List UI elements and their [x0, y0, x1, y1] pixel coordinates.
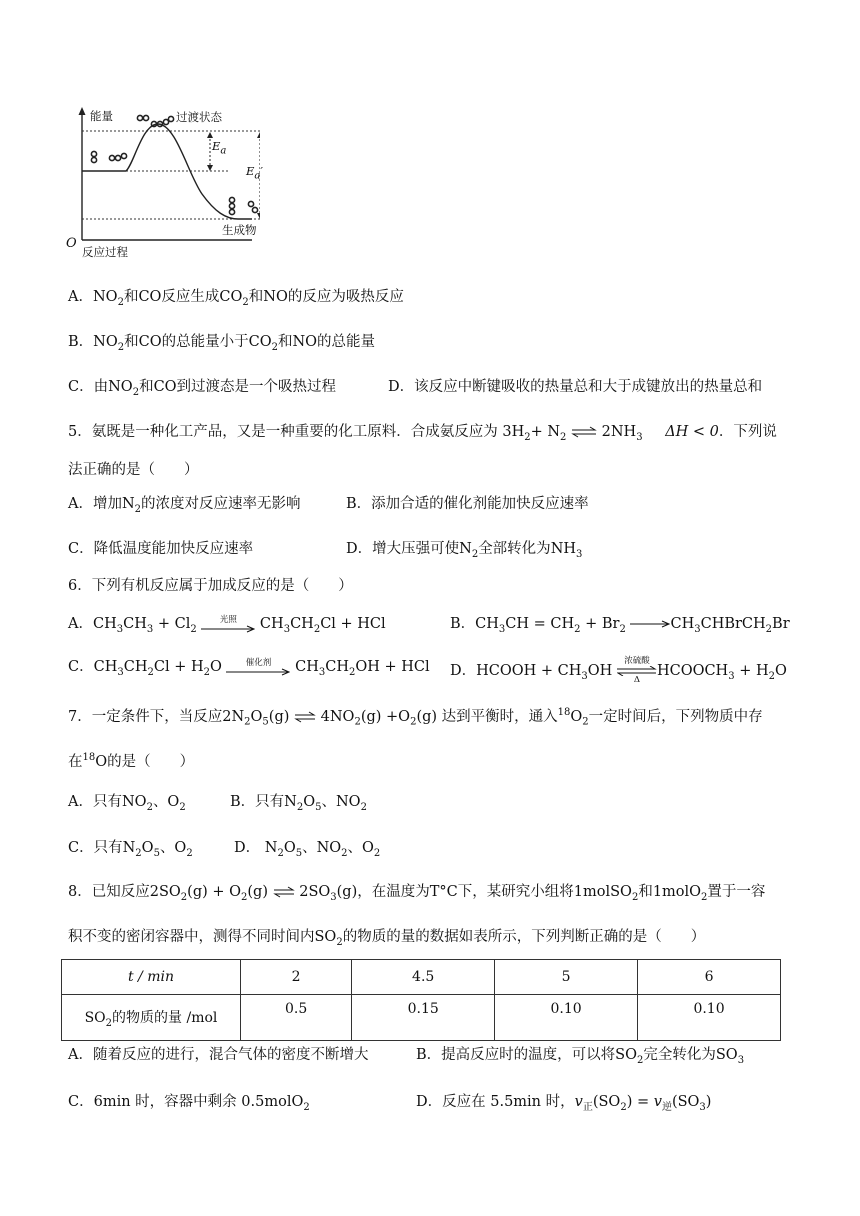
product-molecules-icon: [229, 197, 257, 214]
q4-option-a[interactable]: A．$NO_2$和CO反应生成$CO_2$和NO的反应为吸热反应: [68, 289, 404, 308]
condition-arrow-c: 催化剂: [226, 659, 290, 676]
reaction-arrow-icon: [630, 620, 670, 628]
q6-option-d[interactable]: D．HCOOH + $CH_3OH$ 浓硫酸 Δ $HCOOCH_3 + H_2O$: [450, 656, 787, 685]
q7-option-a[interactable]: A．只有$NO_2$、$O_2$: [68, 794, 186, 813]
q4-option-c[interactable]: C．由$NO_2$和CO到过渡态是一个吸热过程: [68, 379, 337, 398]
q7-option-b[interactable]: B．只有$N_2O_5$、$NO_2$: [230, 794, 367, 813]
y-axis-arrow: [79, 107, 86, 115]
q5-option-b[interactable]: B．添加合适的催化剂能加快反应速率: [346, 496, 589, 512]
q7-stem-line2: 在$^{18}$O的是（ ）: [68, 752, 195, 770]
equilibrium-arrow-icon: [273, 886, 295, 898]
table-cell: 5: [495, 960, 638, 995]
ea-arrow-head-down: [207, 165, 213, 171]
equilibrium-condition-arrow-d: 浓硫酸 Δ: [617, 657, 657, 685]
condition-arrow-a: 光照: [201, 616, 255, 633]
q4-option-b[interactable]: B．$NO_2$和CO的总能量小于$CO_2$和NO的总能量: [68, 334, 376, 353]
q6-option-b[interactable]: B．$CH_3CH = CH_2 + Br_2$ $CH_3CHBrCH_2Br$: [450, 616, 790, 635]
product-label: 生成物: [222, 223, 257, 237]
q8-stem-line2: 积不变的密闭容器中，测得不同时间内$SO_2$的物质的量的数据如表所示，下列判断正确的是（ ）: [68, 929, 706, 948]
table-header-time: t / min: [62, 960, 241, 995]
q6-stem: 6．下列有机反应属于加成反应的是（ ）: [68, 578, 353, 594]
table-cell: 0.5: [241, 995, 352, 1041]
ea-arrow-head-up: [207, 132, 213, 138]
equilibrium-arrow-icon: [571, 426, 597, 438]
q7-stem-line1: 7．一定条件下，当反应$2N_2O_5(g)$ $4NO_2(g) +O_2(g)$ 达到平衡时，通入$^{18}O_2$一定时间后，下列物质中存: [68, 707, 763, 728]
q8-option-b[interactable]: B．提高反应时的温度，可以将$SO_2$完全转化为$SO_3$: [416, 1047, 745, 1066]
table-header-amount: $SO_2$的物质的量 /mol: [62, 995, 241, 1041]
table-row: [62, 960, 781, 995]
q8-option-c[interactable]: C．6min 时，容器中剩余 0.5molO$_2$: [68, 1094, 310, 1113]
energy-diagram-svg: [60, 104, 260, 264]
energy-diagram: [60, 104, 263, 264]
q8-stem-line1: 8．已知反应$2SO_2(g) + O_2(g)$ $2SO_3(g)$，在温度为T°C下，某研究小组将1molSO$_2$和1molO$_2$置于一容: [68, 884, 766, 903]
table-cell: 4.5: [352, 960, 495, 995]
equilibrium-arrow-icon: [294, 711, 316, 723]
transition-state-label: 过渡状态: [176, 110, 222, 124]
ea-prime-arrow-head-down: [257, 213, 260, 219]
q5-stem-line1: 5．氨既是一种化工产品，又是一种重要的化工原料．合成氨反应为 $3H_2+ N_2$ $2NH_3$ ΔH < 0．下列说: [68, 424, 777, 443]
table-cell: 0.10: [638, 995, 781, 1041]
q5-option-a[interactable]: A．增加$N_2$的浓度对反应速率无影响: [68, 496, 301, 515]
q8-option-a[interactable]: A．随着反应的进行，混合气体的密度不断增大: [68, 1047, 369, 1063]
table-cell: 0.10: [495, 995, 638, 1041]
q5-equation: $3H_2+ N_2$ $2NH_3$: [502, 424, 643, 443]
ea-prime-arrow-head-up: [257, 132, 260, 138]
q7-option-d[interactable]: D． $N_2O_5$、$NO_2$、$O_2$: [234, 840, 381, 859]
q5-option-c[interactable]: C．降低温度能加快反应速率: [68, 541, 254, 557]
table-row: [62, 995, 781, 1041]
q5-stem-line2: 法正确的是（ ）: [68, 462, 199, 478]
q8-option-d[interactable]: D．反应在 5.5min 时，$v_正(SO_2) = v_逆(SO_3)$: [416, 1094, 712, 1113]
reactant-molecules-icon: [91, 151, 126, 162]
q5-delta-h: ΔH < 0: [665, 424, 719, 440]
q4-option-d[interactable]: D．该反应中断键吸收的热量总和大于成键放出的热量总和: [388, 379, 763, 395]
y-axis-label: 能量: [90, 109, 113, 123]
table-cell: 2: [241, 960, 352, 995]
x-axis-label: 反应过程: [82, 245, 128, 259]
q5-option-d[interactable]: D．增大压强可使$N_2$全部转化为$NH_3$: [346, 541, 583, 560]
ea-label: $E_a$: [212, 139, 227, 157]
q7-option-c[interactable]: C．只有$N_2O_5$、$O_2$: [68, 840, 193, 859]
q6-option-a[interactable]: A．$CH_3CH_3 + Cl_2$ 光照 $CH_3CH_2Cl$ + HCl: [68, 614, 386, 635]
ea-prime-label: $E_a'$: [246, 164, 263, 182]
origin-label: O: [66, 236, 77, 251]
table-cell: 0.15: [352, 995, 495, 1041]
so2-amount-table: [61, 959, 781, 1041]
table-cell: 6: [638, 960, 781, 995]
q6-option-c[interactable]: C．$CH_3CH_2Cl + H_2O$ 催化剂 $CH_3CH_2OH$ + HCl: [68, 657, 430, 678]
